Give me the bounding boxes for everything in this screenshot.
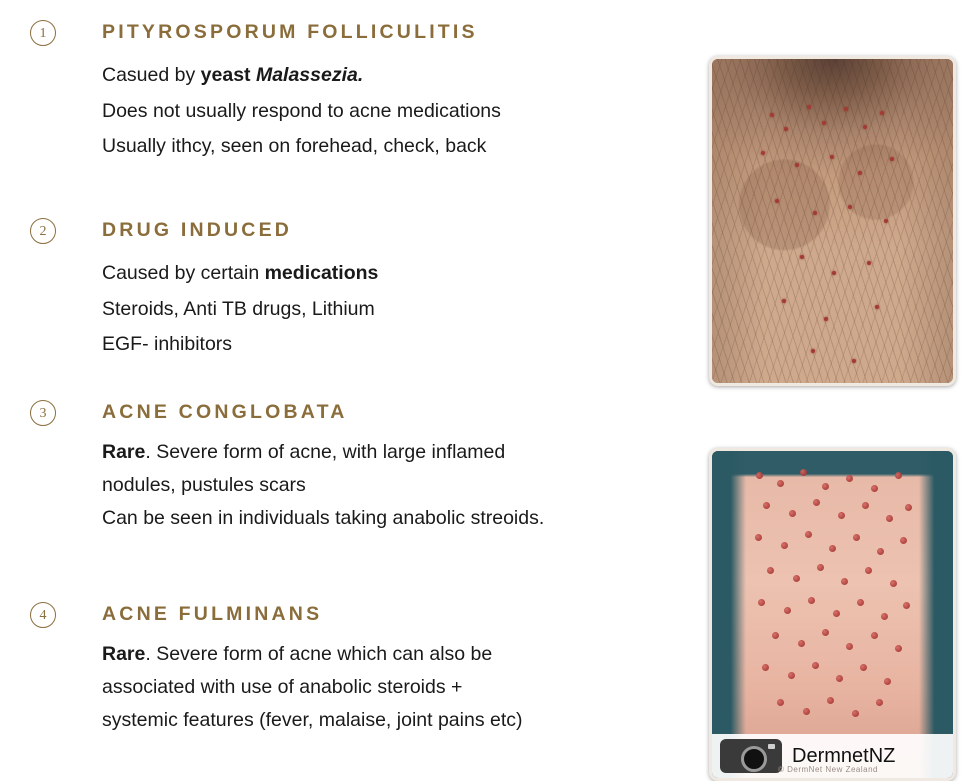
section-heading: PITYROSPORUM FOLLICULITIS [102,21,478,43]
section-pityrosporum-folliculitis [30,18,690,165]
body-text-part: Caused by certain [102,262,265,285]
section-heading: ACNE FULMINANS [102,603,323,625]
section-body [102,58,690,164]
body-line [102,256,690,291]
body-text-part: EGF- inhibitors [102,333,233,356]
body-text-part: . Severe form of acne, with large inflamed [145,441,506,464]
body-line [102,638,690,671]
body-line [102,502,690,535]
section-number-badge: 3 [30,400,56,426]
body-text-part: Steroids, Anti TB drugs, Lithium [102,297,375,320]
body-line [102,436,690,469]
body-text-part: associated with use of anabolic steroids + [102,676,463,699]
body-text-part: systemic features (fever, malaise, joint pains etc) [102,708,523,731]
body-text-part: nodules, pustules scars [102,474,306,497]
body-line [102,327,690,362]
camera-icon [720,739,782,773]
section-drug-induced [30,216,690,363]
body-text-bold: Rare [102,441,146,464]
section-body [102,638,690,736]
section-number-badge: 4 [30,602,56,628]
body-text-bold: Rare [102,643,146,666]
photo-image [712,59,953,383]
body-line [102,704,690,737]
body-text-bold: yeast [200,64,256,87]
body-text-part: Usually ithcy, seen on forehead, check, back [102,135,487,158]
body-text-italic: Malassezia. [255,64,364,87]
section-number-badge: 2 [30,218,56,244]
lesion-spots [712,59,953,383]
section-heading: ACNE CONGLOBATA [102,401,348,423]
watermark-bar [712,734,953,778]
section-body [102,256,690,362]
body-text-bold: medications [264,262,379,285]
body-text-part: Casued by [102,64,201,87]
body-line [102,94,690,129]
acne-conglobata-photo [709,448,956,781]
body-text-part: Does not usually respond to acne medications [102,99,501,122]
body-line [102,671,690,704]
section-acne-fulminans [30,600,690,737]
section-heading: DRUG INDUCED [102,219,293,241]
section-body [102,436,690,534]
watermark-label: DermnetNZ [792,744,896,767]
section-number-badge: 1 [30,20,56,46]
watermark-sublabel: © DermNet New Zealand [778,765,878,774]
body-text-part: Can be seen in individuals taking anabolic streoids. [102,506,545,529]
body-line [102,469,690,502]
body-line [102,292,690,327]
photo-image [712,451,953,778]
body-line [102,58,690,93]
body-text-part: . Severe form of acne which can also be [145,643,493,666]
pityrosporum-folliculitis-photo [709,56,956,386]
body-line [102,129,690,164]
lesion-spots [746,461,919,732]
section-acne-conglobata [30,398,690,535]
